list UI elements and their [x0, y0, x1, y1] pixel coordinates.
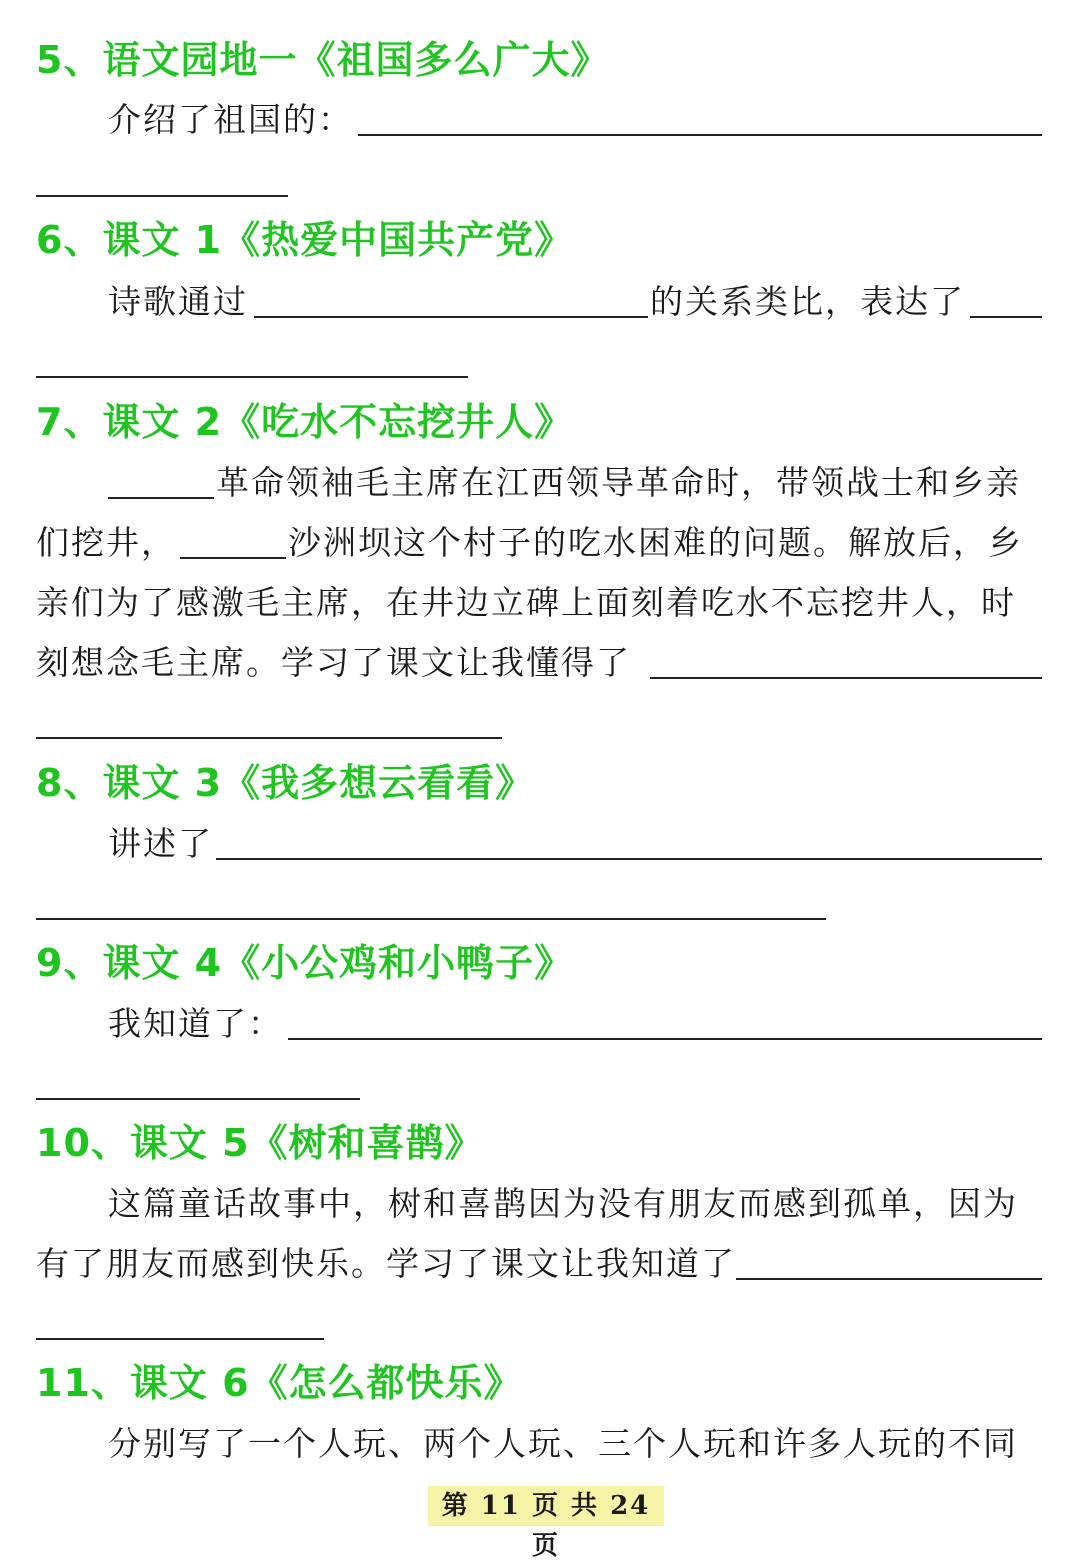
answer-blank[interactable] [650, 677, 1042, 679]
answer-blank[interactable] [36, 1338, 324, 1340]
answer-blank[interactable] [36, 1098, 360, 1100]
section-7-text-line3: 亲们为了感激毛主席，在井边立碑上面刻着吃水不忘挖井人，时 [36, 583, 1016, 622]
answer-blank[interactable] [180, 557, 286, 559]
section-5-heading: 5、语文园地一《祖国多么广大》 [36, 38, 610, 82]
section-10-heading: 10、课文 5《树和喜鹊》 [36, 1121, 484, 1165]
section-7-heading: 7、课文 2《吃水不忘挖井人》 [36, 400, 574, 444]
answer-blank[interactable] [736, 1278, 1042, 1280]
section-7-text-line2b: 沙洲坝这个村子的吃水困难的问题。解放后，乡 [288, 523, 1023, 562]
answer-blank[interactable] [358, 134, 1042, 136]
answer-blank[interactable] [970, 316, 1042, 318]
section-9-heading: 9、课文 4《小公鸡和小鸭子》 [36, 941, 574, 985]
section-6-text-a: 诗歌通过 [108, 282, 248, 321]
answer-blank[interactable] [36, 376, 468, 378]
section-7-text-line1: 革命领袖毛主席在江西领导革命时，带领战士和乡亲 [216, 463, 1021, 502]
answer-blank[interactable] [36, 195, 288, 197]
answer-blank[interactable] [36, 918, 826, 920]
section-10-text-line2: 有了朋友而感到快乐。学习了课文让我知道了 [36, 1244, 736, 1283]
section-5-text: 介绍了祖国的： [108, 100, 353, 139]
answer-blank[interactable] [36, 737, 502, 739]
section-10-text-line1: 这篇童话故事中，树和喜鹊因为没有朋友而感到孤单，因为 [108, 1184, 1018, 1223]
section-7-text-line2a: 们挖井， [36, 523, 176, 562]
section-8-text: 讲述了 [108, 824, 213, 863]
section-8-heading: 8、课文 3《我多想云看看》 [36, 761, 535, 805]
answer-blank[interactable] [288, 1038, 1042, 1040]
section-6-heading: 6、课文 1《热爱中国共产党》 [36, 218, 574, 262]
section-11-text: 分别写了一个人玩、两个人玩、三个人玩和许多人玩的不同 [108, 1424, 1018, 1463]
answer-blank[interactable] [108, 497, 214, 499]
section-7-text-line4: 刻想念毛主席。学习了课文让我懂得了 [36, 643, 631, 682]
answer-blank[interactable] [254, 316, 648, 318]
section-11-heading: 11、课文 6《怎么都快乐》 [36, 1361, 523, 1405]
section-9-text: 我知道了： [108, 1004, 283, 1043]
page-number-footer: 第 11 页 共 24 页 [428, 1486, 664, 1526]
section-6-text-b: 的关系类比，表达了 [650, 282, 965, 321]
answer-blank[interactable] [216, 858, 1042, 860]
